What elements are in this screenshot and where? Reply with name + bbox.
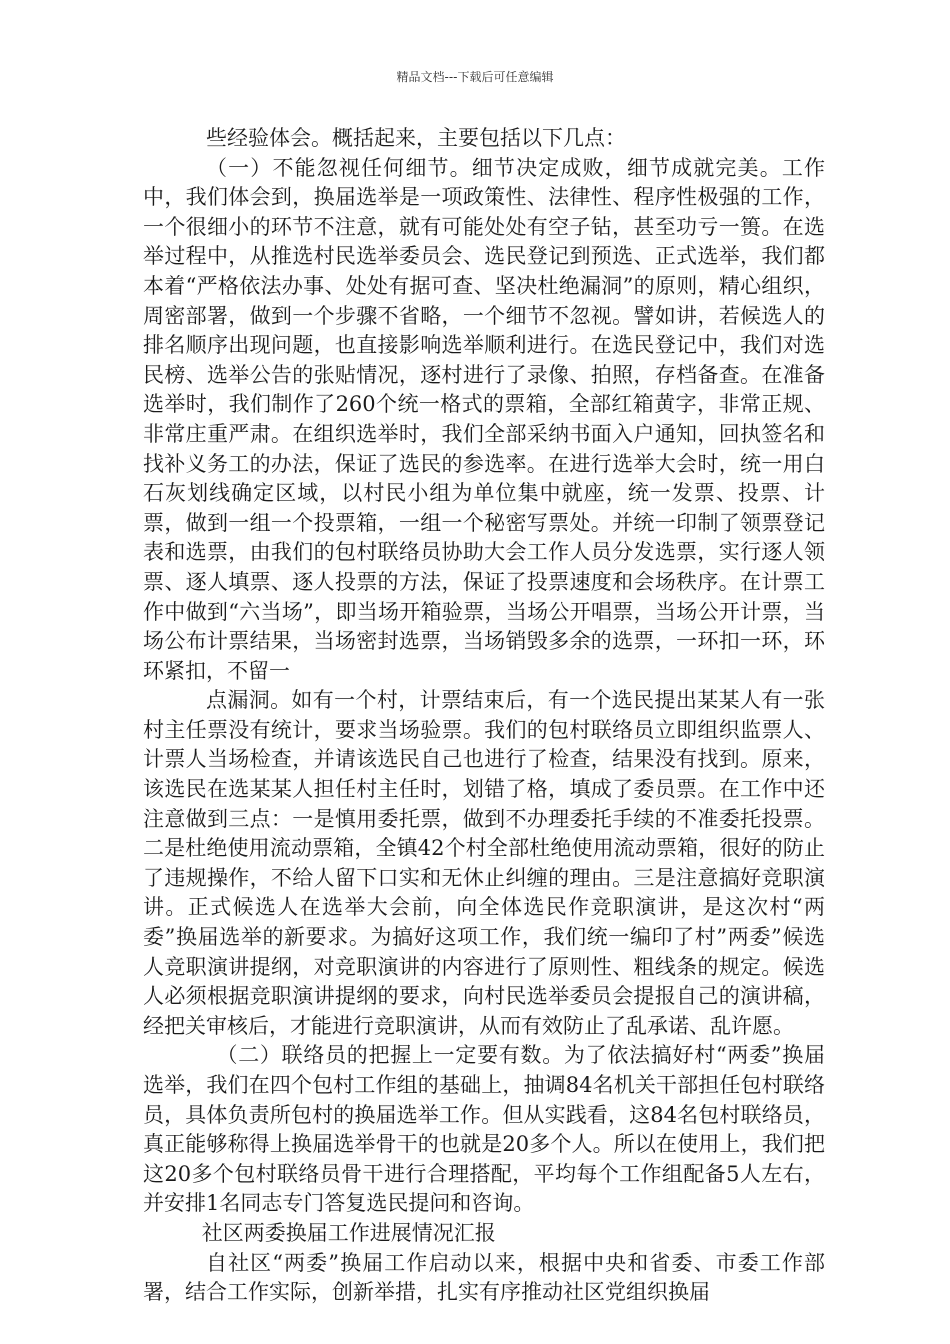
paragraph-report-intro: 自社区“两委”换届工作启动以来，根据中央和省委、市委工作部署，结合工作实际，创新举措，扎实有序推动社区党组织换届 — [143, 1250, 825, 1305]
paragraph-intro: 些经验体会。概括起来，主要包括以下几点： — [206, 126, 626, 150]
paragraph-section-2: （二）联络员的把握上一定要有数。为了依法搞好村“两委”换届选举，我们在四个包村工作组的基础上，抽调84名机关干部担任包村联络员，具体负责所包村的换届选举工作。但从实践看，这84名包村联络员，真正能够称得上换届选举骨干的也就是20多个人。所以在使用上，我们把这20多个包村联络员骨干进行合理搭配，平均每个工作组配备5人左右，并安排1名同志专门答复选民提问和咨询。 — [143, 1043, 825, 1216]
paragraph-section-1: （一）不能忽视任何细节。细节决定成败，细节成就完美。工作中，我们体会到，换届选举是一项政策性、法律性、程序性极强的工作，一个很细小的环节不注意，就有可能处处有空子钻，甚至功亏一篑。在选举过程中，从推选村民选举委员会、选民登记到预选、正式选举，我们都本着“严格依法办事、处处有据可查、坚决杜绝漏洞”的原则，精心组织，周密部署，做到一个步骤不省略，一个细节不忽视。譬如讲，若候选人的排名顺序出现问题，也直接影响选举顺利进行。在选民登记中，我们对选民榜、选举公告的张贴情况，逐村进行了录像、拍照，存档备查。在准备选举时，我们制作了260个统一格式的票箱，全部红箱黄字，非常正规、非常庄重严肃。在组织选举时，我们全部采纳书面入户通知，回执签名和找补义务工的办法，保证了选民的参选率。在进行选举大会时，统一用白石灰划线确定区域，以村民小组为单位集中就座，统一发票、投票、计票，做到一组一个投票箱，一组一个秘密写票处。并统一印制了领票登记表和选票，由我们的包村联络员协助大会工作人员分发选票，实行逐人领票、逐人填票、逐人投票的方法，保证了投票速度和会场秩序。在计票工作中做到“六当场”，即当场开箱验票，当场公开唱票，当场公开计票，当场公布计票结果，当场密封选票，当场销毁多余的选票，一环扣一环，环环紧扣，不留一 — [143, 155, 825, 683]
paragraph-section-1-continued: 点漏洞。如有一个村，计票结束后，有一个选民提出某某人有一张村主任票没有统计，要求当场验票。我们的包村联络员立即组织监票人、计票人当场检查，并请该选民自己也进行了检查，结果没有找到。原来，该选民在选某某人担任村主任时，划错了格，填成了委员票。在工作中还注意做到三点：一是慎用委托票，做到不办理委托手续的不准委托投票。二是杜绝使用流动票箱，全镇42个村全部杜绝使用流动票箱，很好的防止了违规操作，不给人留下口实和无休止纠缠的理由。三是注意搞好竞职演讲。正式候选人在选举大会前，向全体选民作竞职演讲，是这次村“两委”换届选举的新要求。为搞好这项工作，我们统一编印了村”两委”候选人竞职演讲提纲，对竞职演讲的内容进行了原则性、粗线条的规定。候选人必须根据竞职演讲提纲的要求，向村民选举委员会提报自己的演讲稿，经把关审核后，才能进行竞职演讲，从而有效防止了乱承诺、乱许愿。 — [143, 688, 825, 1038]
page-header: 精品文档---下载后可任意编辑 — [396, 70, 554, 84]
section-heading: 社区两委换届工作进展情况汇报 — [201, 1220, 496, 1245]
document-body — [143, 124, 825, 1308]
